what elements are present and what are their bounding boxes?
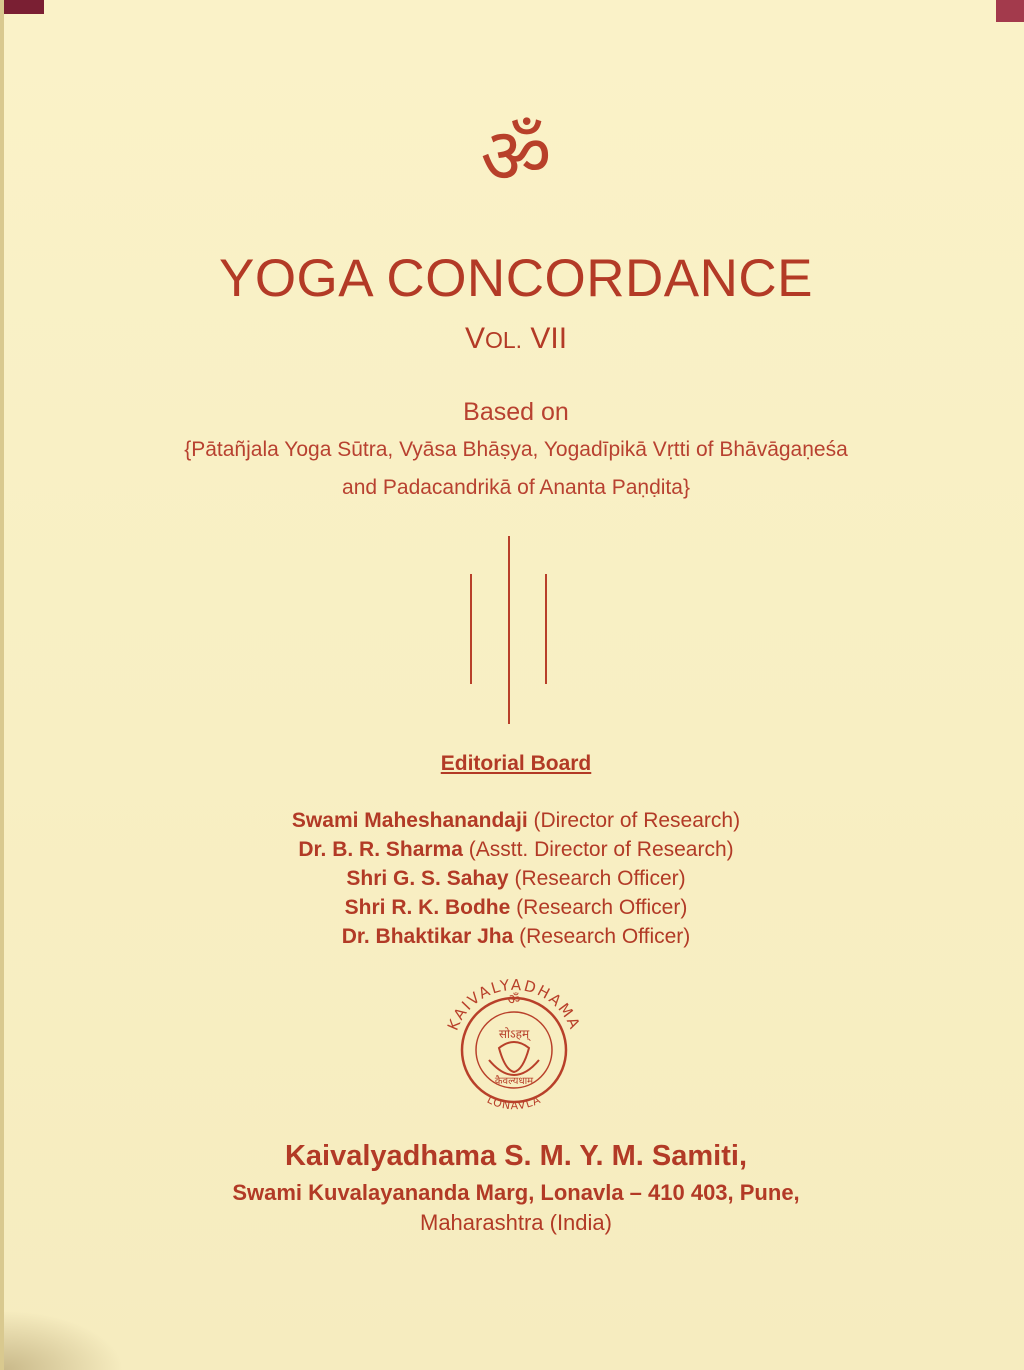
volume-number: VII (522, 322, 568, 355)
board-member: Shri R. K. Bodhe (Research Officer) (344, 896, 688, 919)
based-on-label: Based on (463, 398, 569, 426)
om-symbol-icon: ॐ (480, 112, 552, 202)
volume-prefix: V (464, 322, 485, 355)
decorative-line-left (470, 574, 472, 684)
svg-text:LONAVLA (485, 1093, 543, 1112)
sources-line-1: {Pātañjala Yoga Sūtra, Vyāsa Bhāṣya, Yogadīpikā Vṛtti of Bhāvāgaṇeśa (184, 438, 848, 461)
seal-top-text: KAIVALYADHAMA (443, 975, 585, 1034)
editorial-board-list (4, 806, 1024, 951)
decorative-line-right (545, 574, 547, 684)
board-member: Dr. B. R. Sharma (Asstt. Director of Research) (298, 838, 734, 861)
sources-line-2: and Padacandrikā of Ananta Paṇḍita} (342, 476, 690, 499)
cobra-icon (499, 1042, 529, 1072)
seal-lower-text: कैवल्यधाम (494, 1076, 534, 1087)
decorative-line-center (508, 536, 510, 724)
book-title: YOGA CONCORDANCE (218, 249, 814, 308)
board-member: Shri G. S. Sahay (Research Officer) (346, 867, 686, 890)
editorial-board-heading: Editorial Board (440, 752, 592, 775)
publisher-state: Maharashtra (India) (420, 1210, 612, 1235)
seal-bottom-text: LONAVLA (484, 1092, 544, 1113)
cover-worn-corner (4, 1310, 124, 1370)
volume-small: OL. (484, 327, 523, 353)
cover-edge-top-left (4, 0, 44, 14)
publisher-name: Kaivalyadhama S. M. Y. M. Samiti, (284, 1140, 748, 1172)
kaivalyadhama-seal-icon (429, 960, 599, 1130)
volume-label (4, 322, 1024, 356)
board-member: Swami Maheshanandaji (Director of Research) (291, 809, 741, 832)
seal-inner-text: सोऽहम् (498, 1027, 530, 1041)
seal-om: ॐ (507, 992, 521, 1008)
board-member: Dr. Bhaktikar Jha (Research Officer) (341, 925, 691, 948)
cover-edge-top-right (996, 0, 1024, 22)
publisher-address: Swami Kuvalayananda Marg, Lonavla – 410 403, Pune, (232, 1180, 800, 1205)
